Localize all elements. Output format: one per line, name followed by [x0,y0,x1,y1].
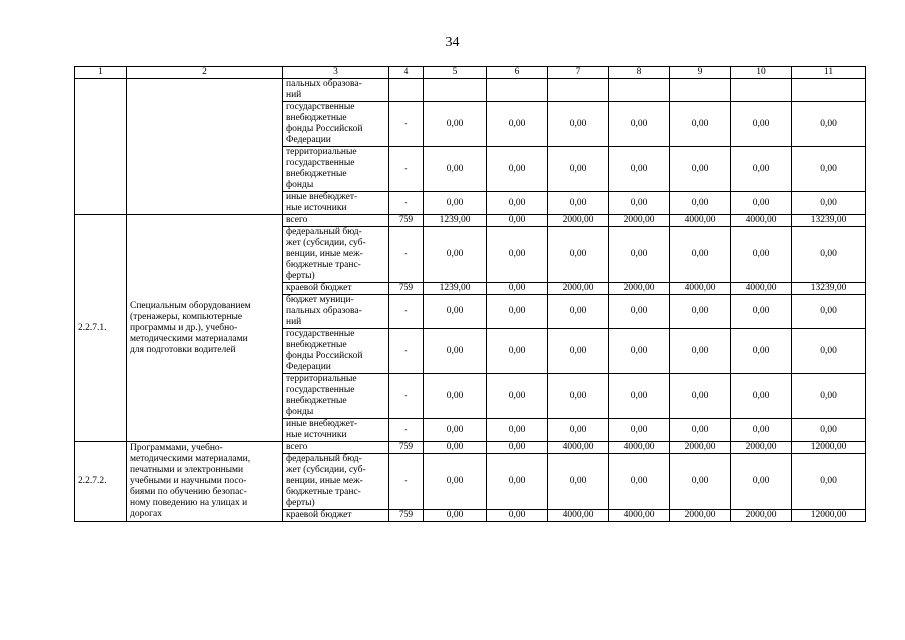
amount-cell: 0,00 [548,454,609,510]
amount-cell: 0,00 [424,147,487,192]
column-header: 10 [731,67,792,79]
funding-source-cell: федеральный бюд- жет (субсидии, суб- венции, иные меж- бюджетные транс- ферты) [283,227,389,283]
amount-cell: 2000,00 [731,510,792,522]
amount-cell: 0,00 [609,295,670,329]
amount-cell: 0,00 [424,102,487,147]
column-header: 11 [792,67,866,79]
column-header: 6 [487,67,548,79]
amount-cell: 0,00 [487,454,548,510]
agency-code-cell: 759 [389,283,424,295]
amount-cell: 4000,00 [670,283,731,295]
agency-code-cell: - [389,329,424,374]
amount-cell: 0,00 [424,374,487,419]
amount-cell [609,79,670,102]
item-code-cell: 2.2.7.1. [75,215,127,442]
amount-cell: 0,00 [609,192,670,215]
amount-cell: 0,00 [548,192,609,215]
amount-cell: 0,00 [792,102,866,147]
page-number: 34 [445,35,460,50]
amount-cell: 0,00 [609,329,670,374]
amount-cell: 0,00 [670,147,731,192]
amount-cell: 2000,00 [670,510,731,522]
amount-cell: 0,00 [548,329,609,374]
funding-source-cell: государственные внебюджетные фонды Российской Федерации [283,102,389,147]
amount-cell: 0,00 [548,374,609,419]
agency-code-cell: 759 [389,510,424,522]
amount-cell: 0,00 [609,454,670,510]
amount-cell: 0,00 [792,227,866,283]
amount-cell: 0,00 [548,295,609,329]
amount-cell: 0,00 [609,419,670,442]
amount-cell: 0,00 [792,147,866,192]
column-header: 2 [127,67,283,79]
amount-cell: 4000,00 [548,442,609,454]
agency-code-cell: - [389,374,424,419]
amount-cell: 0,00 [792,192,866,215]
amount-cell: 0,00 [731,102,792,147]
funding-source-cell: территориальные государственные внебюджетные фонды [283,147,389,192]
amount-cell: 0,00 [424,227,487,283]
amount-cell: 13239,00 [792,283,866,295]
amount-cell: 2000,00 [609,215,670,227]
amount-cell: 0,00 [731,227,792,283]
amount-cell: 0,00 [548,419,609,442]
amount-cell: 12000,00 [792,442,866,454]
amount-cell: 4000,00 [731,283,792,295]
amount-cell: 0,00 [731,419,792,442]
amount-cell [424,79,487,102]
amount-cell: 0,00 [670,227,731,283]
funding-source-cell: иные внебюджет- ные источники [283,192,389,215]
amount-cell: 1239,00 [424,215,487,227]
amount-cell: 0,00 [670,192,731,215]
item-name-cell: Программами, учебно- методическими материалами, печатными и электронными учебными и научными посо- биями по обучению безопас- ному поведению на улицах и дорогах [127,442,283,522]
amount-cell: 0,00 [792,419,866,442]
amount-cell: 0,00 [609,102,670,147]
amount-cell: 0,00 [487,283,548,295]
amount-cell: 0,00 [731,374,792,419]
item-name-cell: Специальным оборудованием (тренажеры, компьютерные программы и др.), учебно- методическими материалами для подготовки водителей [127,215,283,442]
table-row [75,215,866,227]
amount-cell: 0,00 [424,295,487,329]
amount-cell: 0,00 [424,329,487,374]
amount-cell: 0,00 [424,454,487,510]
amount-cell: 4000,00 [609,510,670,522]
column-header: 1 [75,67,127,79]
amount-cell: 4000,00 [731,215,792,227]
amount-cell: 0,00 [670,295,731,329]
amount-cell: 0,00 [487,227,548,283]
amount-cell: 0,00 [731,295,792,329]
agency-code-cell: - [389,192,424,215]
column-header: 8 [609,67,670,79]
amount-cell: 0,00 [424,510,487,522]
amount-cell: 0,00 [548,147,609,192]
amount-cell: 0,00 [731,192,792,215]
amount-cell: 13239,00 [792,215,866,227]
agency-code-cell: - [389,419,424,442]
amount-cell: 0,00 [487,295,548,329]
amount-cell: 0,00 [792,295,866,329]
agency-code-cell: - [389,454,424,510]
agency-code-cell: - [389,102,424,147]
amount-cell: 4000,00 [670,215,731,227]
agency-code-cell: 759 [389,442,424,454]
budget-table [74,66,866,522]
amount-cell: 4000,00 [609,442,670,454]
amount-cell: 0,00 [487,102,548,147]
funding-source-cell: краевой бюджет [283,510,389,522]
funding-source-cell: иные внебюджет- ные источники [283,419,389,442]
amount-cell: 0,00 [548,227,609,283]
amount-cell: 2000,00 [548,215,609,227]
amount-cell: 0,00 [487,374,548,419]
amount-cell: 0,00 [424,442,487,454]
amount-cell: 0,00 [487,329,548,374]
amount-cell: 0,00 [792,329,866,374]
table-row [75,79,866,102]
amount-cell: 0,00 [670,419,731,442]
column-header: 3 [283,67,389,79]
column-header: 9 [670,67,731,79]
agency-code-cell: - [389,147,424,192]
column-header: 5 [424,67,487,79]
amount-cell: 0,00 [487,419,548,442]
amount-cell: 2000,00 [609,283,670,295]
amount-cell: 0,00 [670,102,731,147]
amount-cell: 1239,00 [424,283,487,295]
table-row [75,442,866,454]
item-name-cell [127,79,283,215]
amount-cell: 12000,00 [792,510,866,522]
amount-cell: 0,00 [424,192,487,215]
amount-cell: 0,00 [670,454,731,510]
amount-cell: 0,00 [670,374,731,419]
amount-cell: 0,00 [487,510,548,522]
funding-source-cell: краевой бюджет [283,283,389,295]
funding-source-cell: территориальные государственные внебюджетные фонды [283,374,389,419]
amount-cell: 4000,00 [548,510,609,522]
agency-code-cell [389,79,424,102]
amount-cell: 0,00 [670,329,731,374]
amount-cell: 0,00 [609,374,670,419]
column-number-row [75,67,866,79]
amount-cell: 0,00 [792,454,866,510]
funding-source-cell: пальных образова- ний [283,79,389,102]
amount-cell: 0,00 [548,102,609,147]
funding-source-cell: всего [283,215,389,227]
amount-cell: 0,00 [424,419,487,442]
column-header: 7 [548,67,609,79]
item-code-cell [75,79,127,215]
amount-cell [670,79,731,102]
amount-cell: 0,00 [731,147,792,192]
funding-source-cell: бюджет муници- пальных образова- ний [283,295,389,329]
amount-cell [487,79,548,102]
amount-cell [731,79,792,102]
agency-code-cell: - [389,227,424,283]
funding-source-cell: федеральный бюд- жет (субсидии, суб- венции, иные меж- бюджетные транс- ферты) [283,454,389,510]
amount-cell [792,79,866,102]
amount-cell: 0,00 [487,442,548,454]
amount-cell: 0,00 [487,192,548,215]
amount-cell: 0,00 [609,227,670,283]
amount-cell [548,79,609,102]
amount-cell: 2000,00 [670,442,731,454]
amount-cell: 0,00 [731,454,792,510]
agency-code-cell: 759 [389,215,424,227]
item-code-cell: 2.2.7.2. [75,442,127,522]
amount-cell: 2000,00 [548,283,609,295]
amount-cell: 0,00 [487,215,548,227]
amount-cell: 0,00 [609,147,670,192]
amount-cell: 2000,00 [731,442,792,454]
agency-code-cell: - [389,295,424,329]
amount-cell: 0,00 [487,147,548,192]
amount-cell: 0,00 [792,374,866,419]
funding-source-cell: всего [283,442,389,454]
amount-cell: 0,00 [731,329,792,374]
column-header: 4 [389,67,424,79]
funding-source-cell: государственные внебюджетные фонды Российской Федерации [283,329,389,374]
